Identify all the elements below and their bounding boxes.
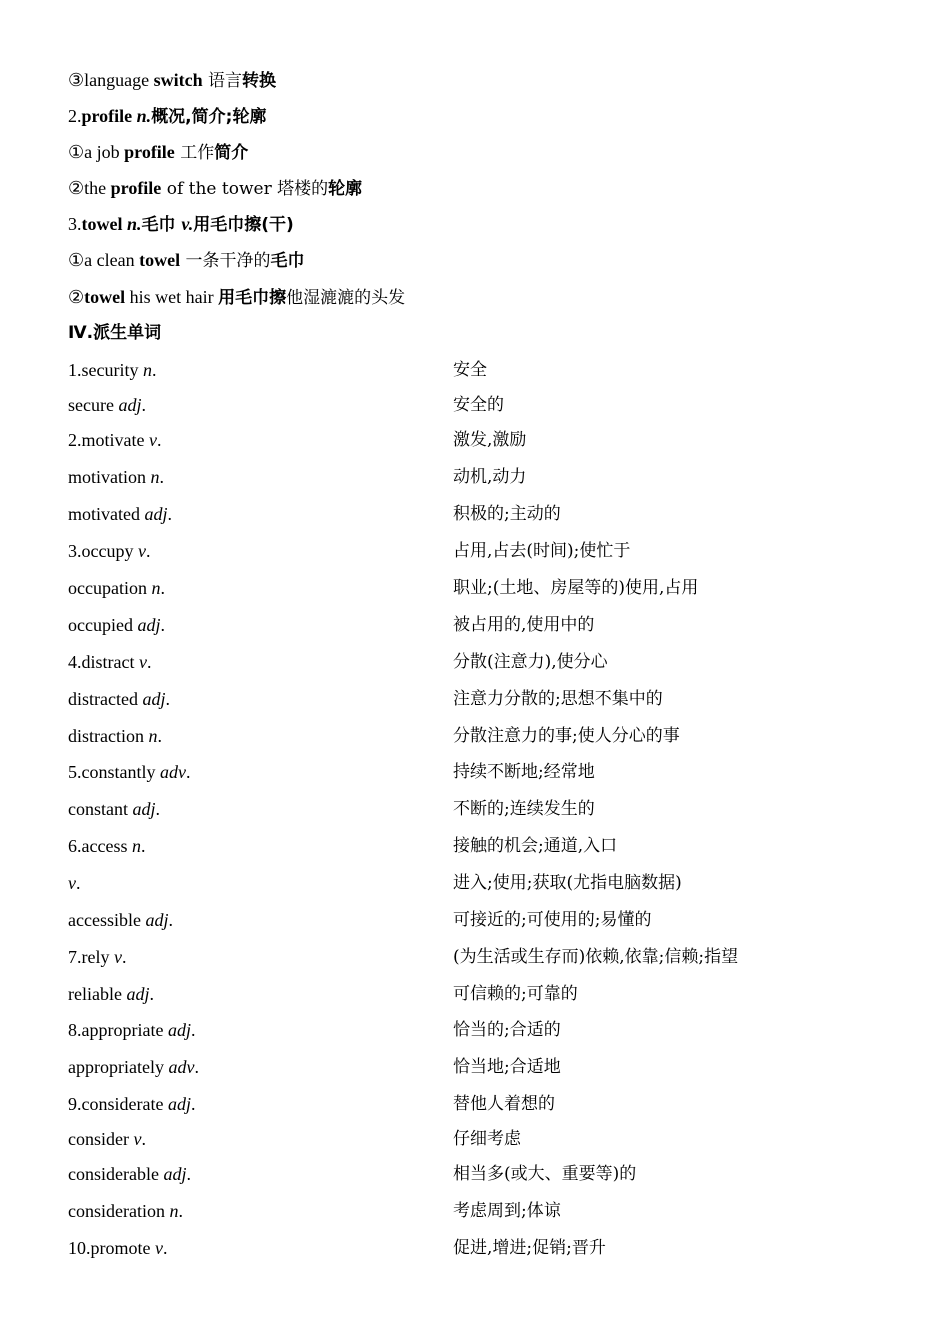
table-row	[68, 797, 888, 821]
word-cell: 7.rely v.	[68, 947, 127, 967]
table-row	[68, 539, 888, 563]
table-row	[68, 1236, 888, 1260]
word-cell: consideration n.	[68, 1201, 183, 1221]
table-row	[68, 687, 888, 711]
table-row	[68, 393, 888, 417]
meaning-cell: 分散注意力的事;使人分心的事	[453, 726, 680, 746]
word-cell: 1.security n.	[68, 360, 157, 380]
word-cell: motivated adj.	[68, 504, 172, 524]
example-line: ②towel his wet hair 用毛巾擦他湿漉漉的头发	[68, 287, 406, 308]
meaning-cell: 动机,动力	[453, 467, 527, 487]
section-title: Ⅳ.派生单词	[68, 323, 162, 343]
meaning-cell: 替他人着想的	[453, 1094, 555, 1114]
meaning-cell: 积极的;主动的	[453, 504, 561, 524]
meaning-cell: 不断的;连续发生的	[453, 799, 595, 819]
meaning-cell: 安全的	[453, 395, 504, 415]
table-row	[68, 1092, 888, 1116]
meaning-cell: 占用,占去(时间);使忙于	[453, 541, 631, 561]
word-cell: constant adj.	[68, 799, 161, 819]
table-row	[68, 1055, 888, 1079]
word-cell: distraction n.	[68, 726, 162, 746]
word-cell: 5.constantly adv.	[68, 762, 191, 782]
word-cell: 3.occupy v.	[68, 541, 151, 561]
meaning-cell: 相当多(或大、重要等)的	[453, 1164, 637, 1184]
meaning-cell: 恰当的;合适的	[453, 1020, 561, 1040]
table-row	[68, 1127, 888, 1151]
meaning-cell: 恰当地;合适地	[453, 1057, 561, 1077]
table-row	[68, 358, 888, 382]
meaning-cell: 可接近的;可使用的;易懂的	[453, 910, 652, 930]
meaning-cell: 激发,激励	[453, 430, 527, 450]
table-row	[68, 724, 888, 748]
table-row	[68, 1199, 888, 1223]
example-line: ③language switch 语言转换	[68, 70, 277, 91]
table-row	[68, 760, 888, 784]
table-row	[68, 982, 888, 1006]
word-cell: 2.motivate v.	[68, 430, 162, 450]
table-row	[68, 945, 888, 969]
word-cell: secure adj.	[68, 395, 146, 415]
table-row	[68, 428, 888, 452]
table-row	[68, 465, 888, 489]
table-row	[68, 1018, 888, 1042]
example-line: ①a clean towel 一条干净的毛巾	[68, 250, 305, 271]
word-cell: consider v.	[68, 1129, 146, 1149]
meaning-cell: 分散(注意力),使分心	[453, 652, 608, 672]
word-cell: 6.access n.	[68, 836, 146, 856]
table-row	[68, 871, 888, 895]
meaning-cell: 仔细考虑	[453, 1129, 521, 1149]
meaning-cell: 接触的机会;通道,入口	[453, 836, 618, 856]
word-cell: 8.appropriate adj.	[68, 1020, 196, 1040]
example-line: ①a job profile 工作简介	[68, 142, 249, 163]
table-row	[68, 908, 888, 932]
meaning-cell: 注意力分散的;思想不集中的	[453, 689, 663, 709]
word-cell: 9.considerate adj.	[68, 1094, 196, 1114]
table-row	[68, 576, 888, 600]
word-cell: distracted adj.	[68, 689, 170, 709]
meaning-cell: 考虑周到;体谅	[453, 1201, 561, 1221]
meaning-cell: 职业;(土地、房屋等的)使用,占用	[453, 578, 699, 598]
word-cell: 10.promote v.	[68, 1238, 168, 1258]
word-cell: occupied adj.	[68, 615, 165, 635]
meaning-cell: 持续不断地;经常地	[453, 762, 595, 782]
word-cell: accessible adj.	[68, 910, 173, 930]
meaning-cell: 安全	[453, 360, 487, 380]
word-cell: appropriately adv.	[68, 1057, 199, 1077]
entry-heading: 2.profile n.概况,简介;轮廓	[68, 106, 267, 127]
meaning-cell: 被占用的,使用中的	[453, 615, 595, 635]
meaning-cell: 进入;使用;获取(尤指电脑数据)	[453, 873, 682, 893]
table-row	[68, 834, 888, 858]
word-cell: considerable adj.	[68, 1164, 191, 1184]
meaning-cell: (为生活或生存而)依赖,依靠;信赖;指望	[453, 947, 739, 967]
word-cell: v.	[68, 873, 81, 893]
table-row	[68, 1162, 888, 1186]
word-cell: motivation n.	[68, 467, 164, 487]
entry-heading: 3.towel n.毛巾 v.用毛巾擦(干)	[68, 214, 294, 235]
word-cell: reliable adj.	[68, 984, 154, 1004]
table-row	[68, 502, 888, 526]
table-row	[68, 650, 888, 674]
example-line: ②the profile of the tower 塔楼的轮廓	[68, 178, 363, 199]
table-row	[68, 613, 888, 637]
word-cell: 4.distract v.	[68, 652, 152, 672]
meaning-cell: 促进,增进;促销;晋升	[453, 1238, 606, 1258]
meaning-cell: 可信赖的;可靠的	[453, 984, 578, 1004]
word-cell: occupation n.	[68, 578, 165, 598]
